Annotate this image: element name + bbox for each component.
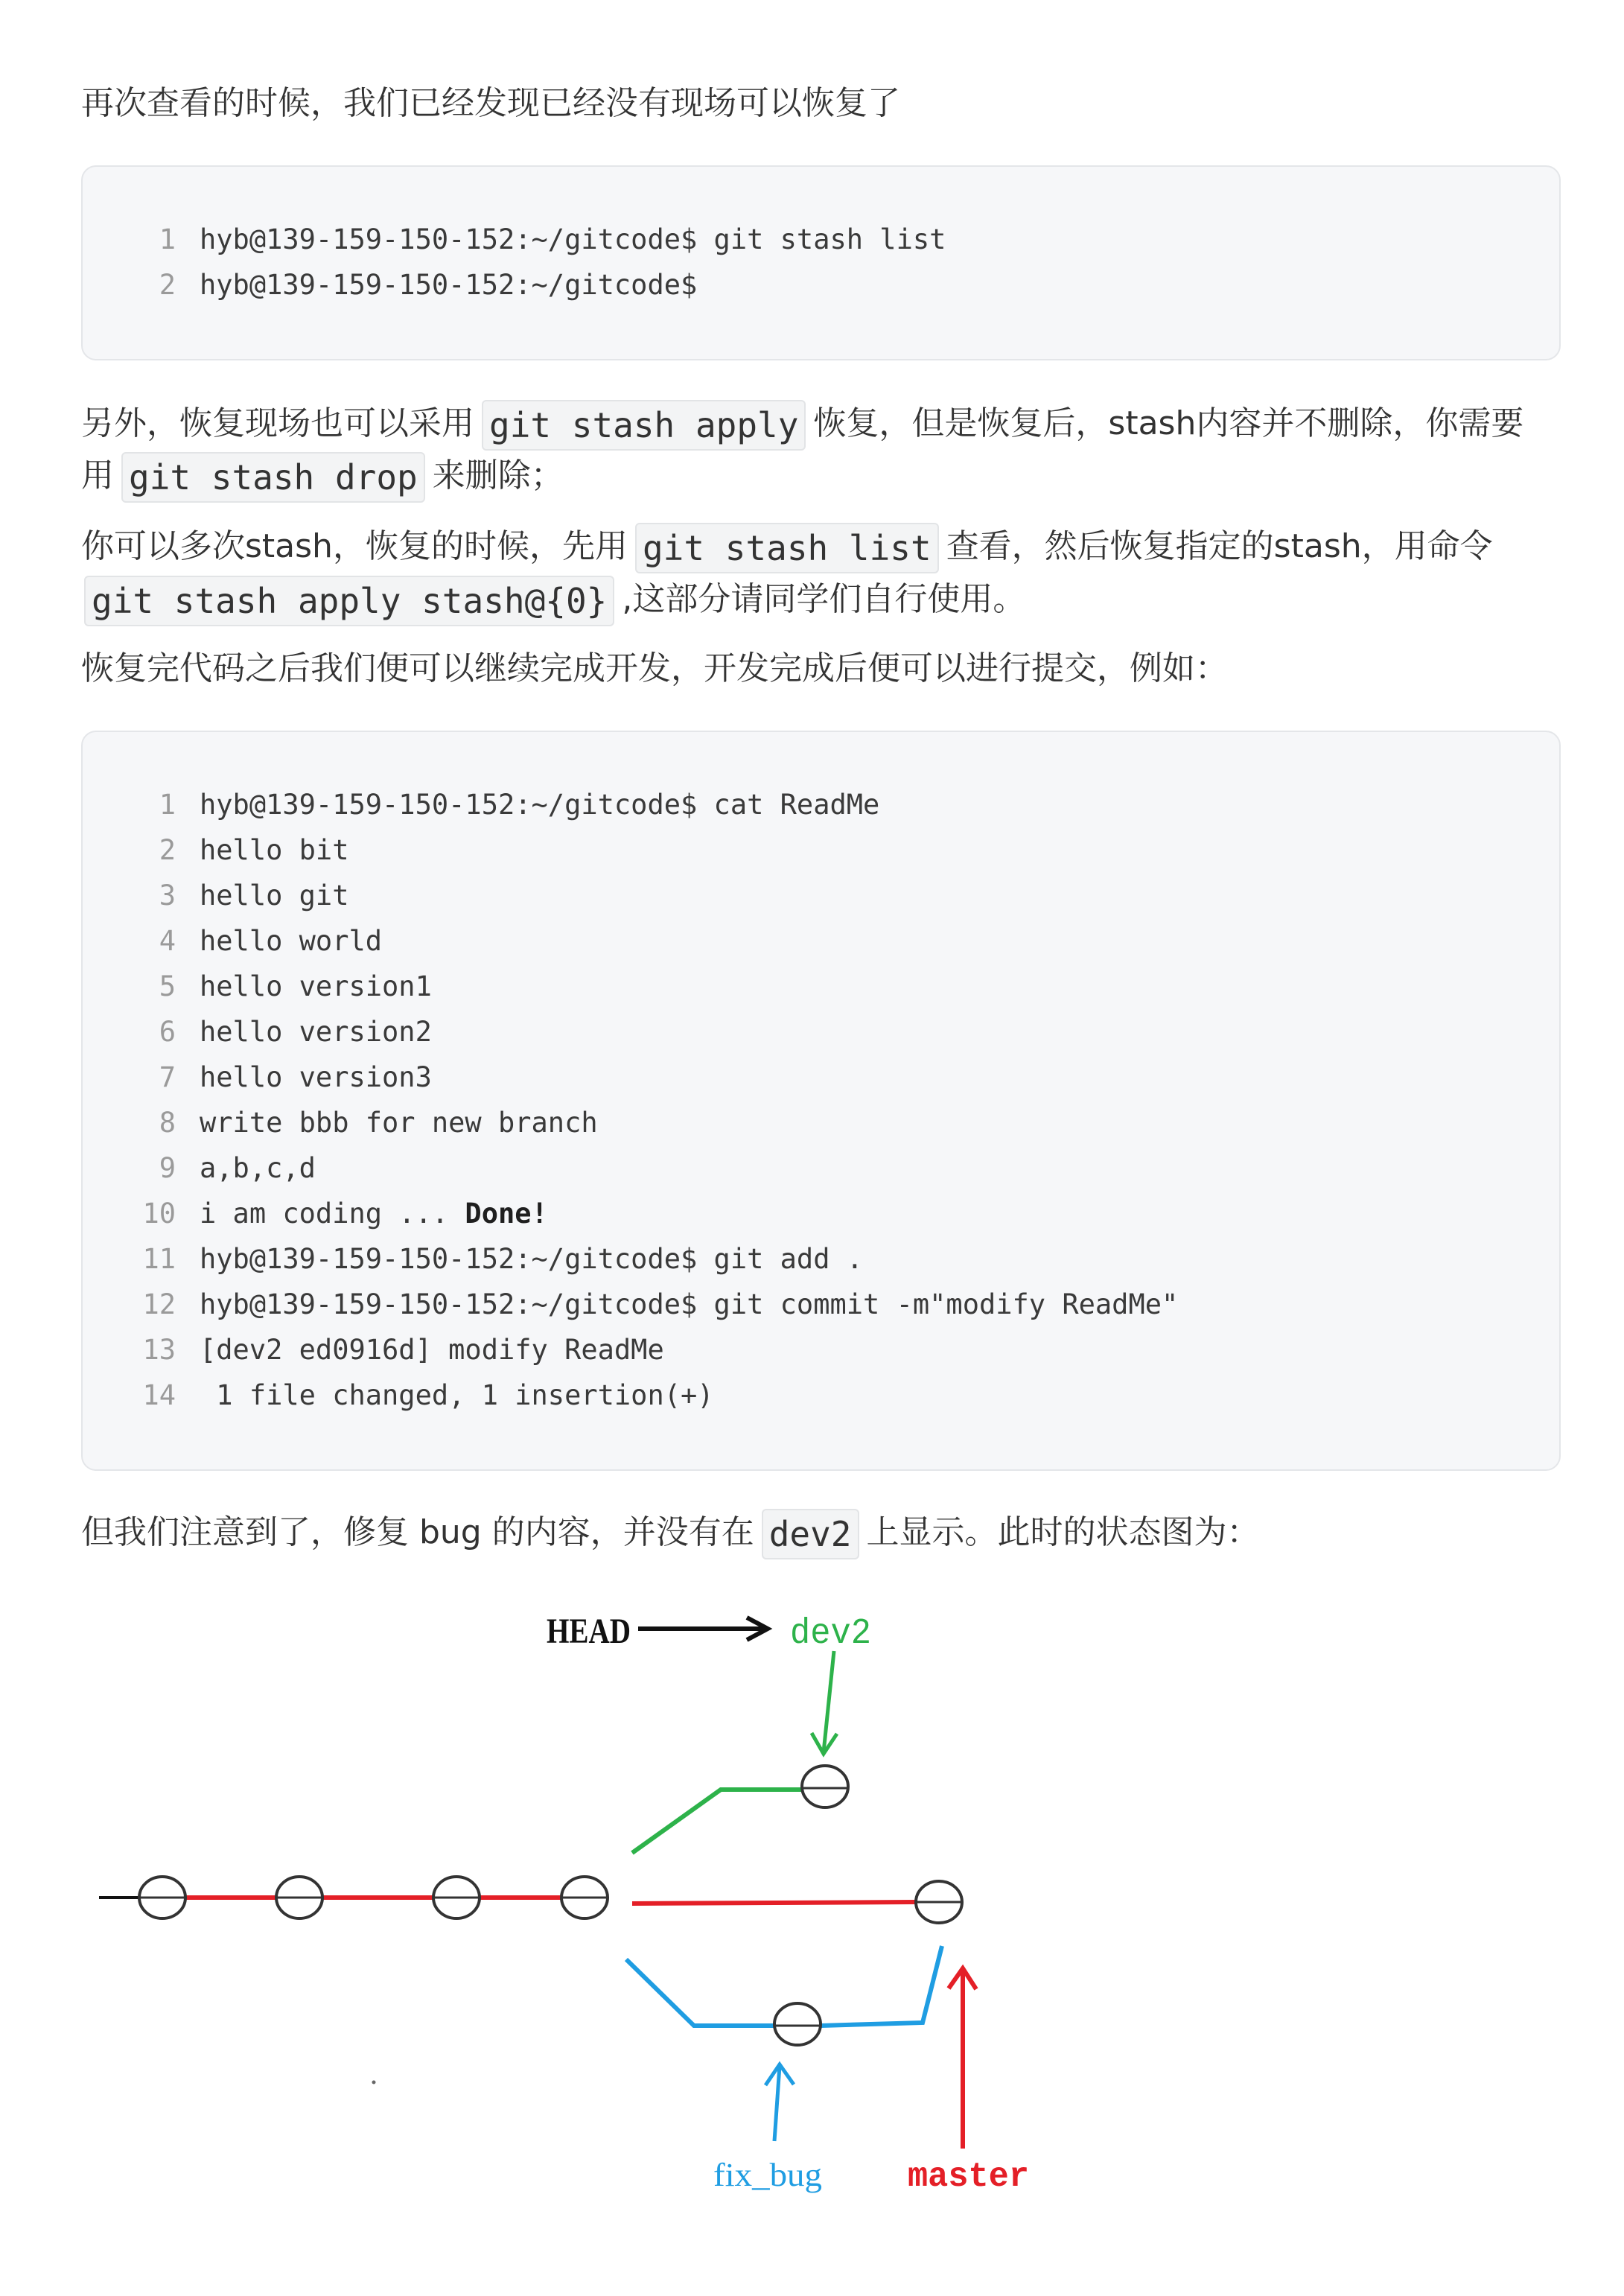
code-text: hello bit bbox=[200, 834, 349, 866]
code-text-bold: Done! bbox=[465, 1198, 548, 1230]
code-line bbox=[83, 1236, 1559, 1282]
line-number: 10 bbox=[142, 1198, 176, 1230]
inline-code: git stash apply stash@{0} bbox=[84, 576, 614, 626]
commit-node bbox=[139, 1877, 185, 1918]
fix-bug-arrow-shaft bbox=[774, 2066, 780, 2141]
code-text: hyb@139-159-150-152:~/gitcode$ git add . bbox=[200, 1243, 864, 1275]
code-line bbox=[83, 1327, 1559, 1373]
code-text: hello git bbox=[200, 880, 349, 912]
code-text bbox=[200, 1191, 548, 1236]
code-text: [dev2 ed0916d] modify ReadMe bbox=[200, 1334, 664, 1366]
text-segment: 但我们注意到了，修复 bug 的内容，并没有在 bbox=[81, 1513, 754, 1551]
commit-node-circle bbox=[774, 2003, 821, 2045]
line-number: 2 bbox=[159, 834, 176, 866]
commit-node-dev2 bbox=[802, 1766, 848, 1807]
line-number: 4 bbox=[159, 925, 176, 957]
paragraph-commit-intro: 恢复完代码之后我们便可以继续完成开发，开发完成后便可以进行提交，例如： bbox=[81, 649, 1228, 687]
code-text: hyb@139-159-150-152:~/gitcode$ git commit -m"modify ReadMe" bbox=[200, 1288, 1179, 1320]
code-line bbox=[83, 1191, 1559, 1236]
code-text: hello version1 bbox=[200, 970, 432, 1002]
code-text: hyb@139-159-150-152:~/gitcode$ git stash list bbox=[200, 223, 946, 255]
code-line bbox=[83, 827, 1559, 873]
text-segment: 查看，然后恢复指定的stash，用命令 bbox=[946, 527, 1493, 565]
line-number: 5 bbox=[159, 970, 176, 1002]
commit-node-master bbox=[916, 1881, 962, 1923]
line-number: 3 bbox=[159, 880, 176, 912]
line-number: 1 bbox=[159, 789, 176, 821]
code-text-plain: i am coding ... bbox=[200, 1198, 465, 1230]
line-number: 14 bbox=[142, 1379, 176, 1411]
line-number: 9 bbox=[159, 1152, 176, 1184]
paragraph-apply-note-line-1 bbox=[81, 398, 1523, 450]
line-number: 7 bbox=[159, 1061, 176, 1093]
code-line bbox=[83, 964, 1559, 1009]
commit-node-circle bbox=[802, 1766, 848, 1807]
master-branch-line bbox=[632, 1902, 916, 1904]
text-segment: 另外，恢复现场也可以采用 bbox=[81, 404, 474, 442]
code-block-commit bbox=[81, 731, 1561, 1471]
dev2-label: dev2 bbox=[790, 1614, 871, 1654]
code-line bbox=[83, 1145, 1559, 1191]
inline-code: dev2 bbox=[762, 1509, 859, 1559]
code-line bbox=[83, 782, 1559, 827]
text-segment: ,这部分请同学们自行使用。 bbox=[622, 580, 1026, 618]
code-text: a,b,c,d bbox=[200, 1152, 316, 1184]
line-number: 8 bbox=[159, 1107, 176, 1139]
commit-node bbox=[561, 1877, 608, 1918]
code-text: hyb@139-159-150-152:~/gitcode$ cat ReadMe bbox=[200, 789, 880, 821]
line-number: 6 bbox=[159, 1016, 176, 1048]
paragraph-multi-stash-line-2 bbox=[81, 573, 1025, 626]
fix-bug-label: fix_bug bbox=[713, 2157, 822, 2193]
code-text: hyb@139-159-150-152:~/gitcode$ bbox=[200, 269, 698, 301]
paragraph-multi-stash-line-1 bbox=[81, 521, 1493, 573]
line-number: 1 bbox=[159, 223, 176, 255]
line-number: 13 bbox=[142, 1334, 176, 1366]
inline-code: git stash drop bbox=[121, 452, 425, 503]
line-number: 12 bbox=[142, 1288, 176, 1320]
inline-code: git stash list bbox=[635, 523, 939, 573]
text-segment: 来删除； bbox=[432, 457, 564, 495]
code-text: 1 file changed, 1 insertion(+) bbox=[200, 1379, 714, 1411]
commit-node-fix-bug bbox=[774, 2003, 821, 2045]
code-line bbox=[83, 262, 1559, 308]
code-line bbox=[83, 1282, 1559, 1327]
head-label: HEAD bbox=[547, 1612, 631, 1651]
fix-bug-branch-line bbox=[626, 1959, 774, 2026]
code-line bbox=[83, 1055, 1559, 1100]
code-text: write bbb for new branch bbox=[200, 1107, 598, 1139]
stray-dot bbox=[372, 2081, 376, 2084]
dev2-arrow-shaft bbox=[824, 1651, 834, 1752]
inline-code: git stash apply bbox=[482, 400, 806, 451]
text-segment: 上显示。此时的状态图为： bbox=[866, 1513, 1260, 1551]
code-line bbox=[83, 217, 1559, 262]
branch-state-diagram bbox=[0, 1579, 1624, 2227]
text-segment: 恢复，但是恢复后，stash内容并不删除，你需要 bbox=[813, 404, 1524, 442]
commit-node bbox=[433, 1877, 480, 1918]
code-block-stash-list bbox=[81, 165, 1561, 360]
code-line bbox=[83, 918, 1559, 964]
code-text: hello version2 bbox=[200, 1016, 432, 1048]
line-number: 2 bbox=[159, 269, 176, 301]
code-line bbox=[83, 1373, 1559, 1418]
code-line bbox=[83, 873, 1559, 918]
line-number: 11 bbox=[142, 1243, 176, 1275]
paragraph-apply-note-line-2 bbox=[81, 450, 564, 502]
paragraph-diagram-intro bbox=[81, 1507, 1260, 1559]
code-line bbox=[83, 1100, 1559, 1145]
paragraph-intro: 再次查看的时候，我们已经发现已经没有现场可以恢复了 bbox=[81, 84, 900, 122]
text-segment: 你可以多次stash，恢复的时候，先用 bbox=[81, 527, 628, 565]
fix-bug-merge-line bbox=[821, 1946, 942, 2026]
text-segment: 用 bbox=[81, 457, 114, 495]
master-label: master bbox=[908, 2157, 1029, 2196]
code-line bbox=[83, 1009, 1559, 1055]
commit-node bbox=[276, 1877, 322, 1918]
code-text: hello world bbox=[200, 925, 383, 957]
dev2-branch-line bbox=[632, 1790, 802, 1853]
code-text: hello version3 bbox=[200, 1061, 432, 1093]
